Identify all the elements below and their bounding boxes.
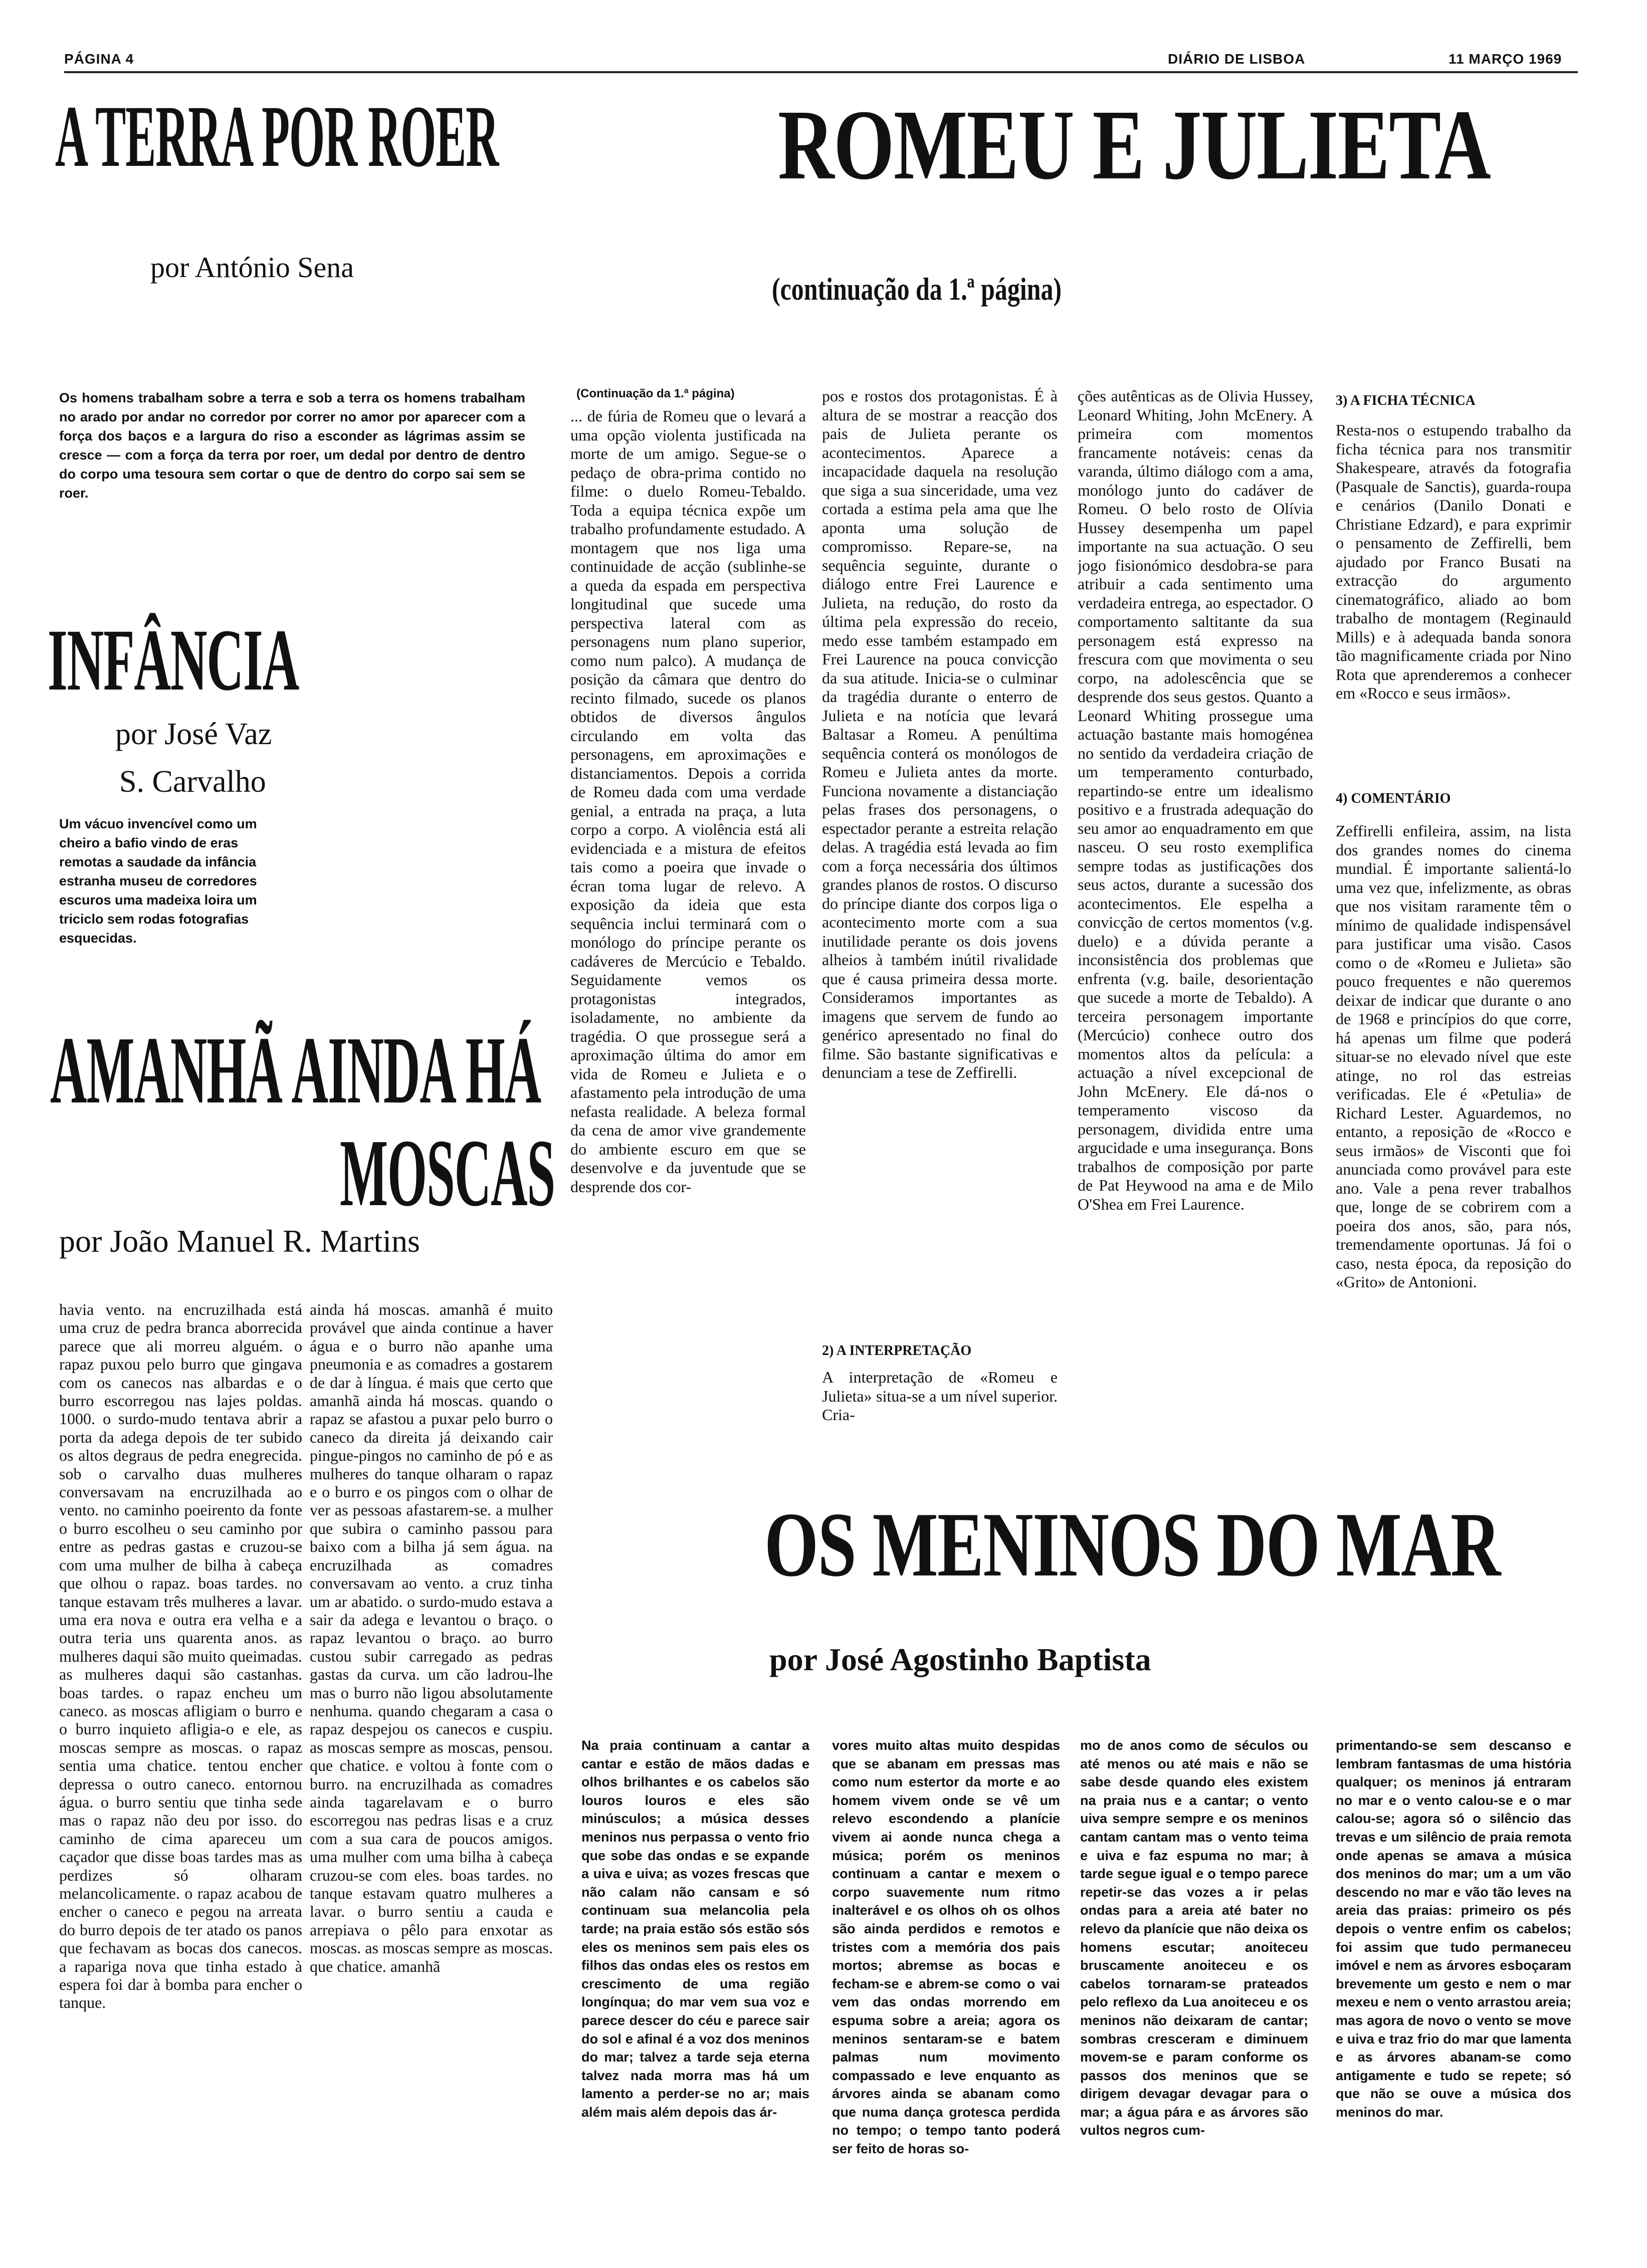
article-meninos-col4: primentando-se sem descanso e lembram fantasmas de uma história qualquer; os meninos já entraram no mar e o vento calou-se e o mar calou-se; agora só o silêncio das trevas e um silêncio de praia remota onde apenas se amava a música dos meninos do mar; um a um vão descendo no mar e vão tão leves na areia das praias: primeiro os pés depois o ventre enfim os cabelos; foi assim que tudo permaneceu imóvel e nem as árvores esboçaram brevemente um gesto e nem o mar mexeu e nem o vento arrastou areia; mas agora de novo o vento se move e uiva e traz frio do mar que lamenta e as árvores abanam-se como antigamente e tudo se repete; só que não se ouve a música dos meninos do mar.	[1336, 1738, 1571, 2120]
header-rule	[64, 71, 1578, 73]
article-infancia-body: Um vácuo invencível como um cheiro a bafio vindo de eras remotas a saudade da infância estranha museu de corredores escuros uma madeixa loira um triciclo sem rodas fotografias esquecidas.	[59, 816, 257, 946]
byline-infancia-2: S. Carvalho	[119, 765, 266, 799]
article-meninos-col3: mo de anos como de séculos ou até menos ou até mais e não se sabe desde quando eles existem na praia nus e a cantar; o vento uiva sempre sempre e os meninos cantam cantam mas o vento teima e uiva e faz espuma no mar; à tarde segue igual e o tempo parece repetir-se das vozes a ir pelas ondas para a areia até bater no relevo da planície que não deixa os homens escutar; anoiteceu bruscamente anoiteceu e os cabelos tornaram-se prateados pelo reflexo da Lua anoiteceu e os meninos não deixaram de cantar; sombras cresceram e diminuem movem-se e param conforme os passos dos meninos que se dirigem devagar devagar para o mar; a água pára e as árvores são vultos negros cum-	[1080, 1738, 1308, 2138]
byline-meninos: por José Agostinho Baptista	[769, 1642, 1151, 1677]
article-amanha-col2: ainda há moscas. amanhã é muito provável que ainda continue a haver água e o burro não apanhe uma pneumonia e as comadres a gostarem de dar à língua. é mais que certo que amanhã ainda há moscas. quando o rapaz se afastou a puxar pelo burro o caneco da direita já deixando cair pingue-pingos no caminho de pó e as mulheres do tanque olharam o rapaz e o burro e os pingos com o olhar de ver as pessoas afastarem-se. a mulher que subira o caminho passou para baixo com a bilha já sem água. na encruzilhada as comadres conversavam ao vento. a cruz tinha um ar abatido. o surdo-mudo estava a sair da adega e levantou o braço. o rapaz levantou o braço. ao burro custou subir carregado as pedras gastas da curva. um cão ladrou-lhe mas o burro não ligou absolutamente nenhuma. quando chegaram a casa o rapaz despejou os canecos e cuspiu. as moscas sempre as moscas, pensou. que chatice. e voltou à fonte com o burro. na encruzilhada as comadres ainda tagarelavam e o burro escorregou nas pedras lisas e a cruz com a sua cara de poucos amigos. uma mulher com uma bilha à cabeça cruzou-se com eles. boas tardes. no tanque estavam quatro mulheres a lavar. o burro sentiu a cauda e arrepiava o pêlo para enxotar as moscas. as moscas sempre as moscas. que chatice. amanhã	[310, 1300, 553, 1975]
section-ficha-tecnica: 3) A FICHA TÉCNICA	[1336, 393, 1476, 408]
issue-date: 11 MARÇO 1969	[1449, 51, 1562, 67]
article-romeu-col1: ... de fúria de Romeu que o levará a uma opção violenta justificada na morte de um amigo. Segue-se o pedaço de obra-prima contido no filme: o duelo Romeu-Tebaldo. Toda a equipa técnica expõe um trabalho profundamente estudado. A montagem que nos liga uma continuidade de acção (sublinhe-se a queda da espada em perspectiva longitudinal que sucede uma perspectiva lateral com as personagens num plano superior, como num palco). A mudança de posição da câmara que dentro do recinto filmado, sucede os planos obtidos de diversos ângulos circulando em volta das personagens, em aproximações e distanciamentos. Depois a corrida de Romeu dada com uma verdade genial, a entrada na praça, a luta corpo a corpo. A violência está ali evidenciada e a mistura de efeitos tais como a poeira que invade o écran toma lugar de relevo. A exposição da ideia que esta sequência inclui terminará com o monólogo do príncipe perante os cadáveres de Mercúcio e Tebaldo. Seguidamente vemos os protagonistas integrados, isoladamente, no ambiente da tragédia. O que prossegue será a aproximação última do amor em vida de Romeu e Julieta e o afastamento pela introdução de uma nefasta realidade. A beleza formal da cena de amor vive grandemente do ambiente escuro em que se desenvolve e da juventude que se desprende dos cor-	[570, 407, 806, 1196]
article-amanha-col1: havia vento. na encruzilhada está uma cruz de pedra branca aborrecida parece que ali morreu alguém. o rapaz puxou pelo burro que gingava com os canecos nas albardas e o burro escorregou nas lajes poldas. 1000. o surdo-mudo tentava abrir a porta da adega depois de ter subido os altos degraus de pedra enegrecida. sob o carvalho duas mulheres conversavam na encruzilhada ao vento. no caminho poeirento da fonte o burro escolheu o seu caminho por entre as pedras gastas e cruzou-se com uma mulher de bilha à cabeça que olhou o rapaz. boas tardes. no tanque estavam três mulheres a lavar. uma era nova e outra era velha e a outra teria uns quarenta anos. as mulheres daqui são muito queimadas. as mulheres daqui são castanhas. boas tardes. o rapaz encheu um caneco. as moscas afligiam o burro e o burro inquieto afligia-o e ele, as moscas sempre as moscas. o rapaz sentia uma chatice. tentou encher depressa o outro caneco. entornou água. o burro sentiu que tinha sede mas o rapaz não deu por isso. do caminho de cima apareceu um caçador que disse boas tardes mas as perdizes só olharam melancolicamente. o rapaz acabou de encher o caneco e pegou na arreata do burro depois de ter atado os panos que fechavam as bocas dos canecos. a rapariga nova que tinha estado à espera foi dar à bomba para encher o tanque.	[59, 1300, 302, 2012]
headline-infancia: INFÂNCIA	[48, 611, 299, 709]
article-terra-body: Os homens trabalham sobre a terra e sob a terra os homens trabalham no arado por andar no corredor por correr no amor por aparecer com a força dos baços e a largura do riso a esconder as lágrimas assim se cresce — com a força da terra por roer, um dedal por dentro de dentro do corpo uma tesoura sem cortar o que de dentro do corpo sai sem se roer.	[59, 390, 525, 501]
continuation-note: (Continuação da 1.ª página)	[576, 387, 735, 400]
section-comentario: 4) COMENTÁRIO	[1336, 791, 1451, 806]
headline-romeu: ROMEU E JULIETA	[778, 90, 1491, 200]
article-romeu-col4-part1: Resta-nos o estupendo trabalho da ficha técnica para nos transmitir Shakespeare, através da fotografia (Pasquale de Sanctis), guarda-roupa e cenários (Danilo Donati e Christiane Edzard), e para exprimir o pensamento de Zeffirelli, bem ajudado por Franco Busati na extracção do argumento cinematográfico, aliado ao bom trabalho de montagem (Reginauld Mills) e à adequada banda sonora tão magnificamente criada por Nino Rota que aprenderemos a conhecer em «Rocco e seus irmãos».	[1336, 421, 1571, 702]
byline-terra: por António Sena	[150, 251, 354, 284]
article-romeu-col3: ções autênticas as de Olivia Hussey, Leonard Whiting, John McEnery. A primeira com momentos francamente notáveis: cenas da varanda, último diálogo com a ama, monólogo junto do cadáver de Romeu. O belo rosto de Olívia Hussey desempenha um papel importante na sua actuação. O seu jogo fisionómico desdobra-se para atribuir a cada sentimento uma verdadeira entrega, ao espectador. O comportamento saltitante da sua personagem está expresso na frescura com que movimenta o seu corpo, na adolescência que se desprende dos seus gestos. Quanto a Leonard Whiting prossegue uma actuação bastante mais homogénea no sentido da verdadeira criação de um temperamento conturbado, repartindo-se entre um idealismo positivo e a frustrada adequação do seu amor ao enquadramento em que nasceu. O seu rosto exemplifica sempre todas as justificações dos seus actos, durante a sucessão dos acontecimentos. Ele espelha a convicção de certos momentos (v.g. duelo) e a dúvida perante a inconsistência dos problemas que enfrenta (v.g. baile, desorientação que sucede a morte de Tebaldo). A terceira personagem importante (Mercúcio) conhece outro dos momentos altos da película: a actuação a nível excepcional de John McEnery. Ele dá-nos o temperamento viscoso da personagem, dividida entre uma argucidade e uma insegurança. Bons trabalhos de composição por parte de Pat Heywood na ama e de Milo O'Shea em Frei Laurence.	[1078, 387, 1313, 1213]
byline-infancia-1: por José Vaz	[115, 717, 272, 751]
headline-meninos: OS MENINOS DO MAR	[764, 1493, 1500, 1596]
article-romeu-col2: pos e rostos dos protagonistas. É à altura de se mostrar a reacção dos pais de Julieta perante os acontecimentos. Aparece a incapacidade daquela na resolução que siga a sua sinceridade, uma vez cortada a estima pela ama que lhe aponta uma solução de compromisso. Repare-se, na sequência seguinte, durante o diálogo entre Frei Laurence e Julieta, na redução, do rosto da última pela expressão do receio, medo esse também estampado em Frei Laurence na pouca convicção da sua atitude. Inicia-se o culminar da tragédia durante o enterro de Julieta e na notícia que levará Baltasar a Romeu. A penúltima sequência conterá os monólogos de Romeu e Julieta antes da morte. Funciona novamente a distanciação pelas frases dos personagens, o espectador perante a estreita relação delas. A tragédia está levada ao fim com a força necessária dos últimos grandes planos de rostos. O discurso do príncipe diante dos corpos liga o acontecimento morte com a sua inutilidade perante os dois jovens alheios à também inútil rivalidade que é causa primeira dessa morte. Consideramos importantes as imagens que servem de fundo ao genérico apresentado no final do filme. São bastante significativas e denunciam a tese de Zeffirelli.	[822, 387, 1058, 1081]
byline-amanha: por João Manuel R. Martins	[59, 1223, 420, 1259]
article-romeu-col4-part2: Zeffirelli enfileira, assim, na lista dos grandes nomes do cinema mundial. É importante salientá-lo uma vez que, infelizmente, as obras que nos visitam raramente têm o mínimo de qualidade indispensável para justificar uma visão. Casos como o de «Romeu e Julieta» são pouco frequentes e não queremos deixar de indicar que durante o ano de 1968 e princípios do que corre, há apenas um filme que poderá situar-se no elevado nível que este atinge, no rol das estreias verificadas. Ele é «Petulia» de Richard Lester. Aguardemos, no entanto, a reposição de «Rocco e seus irmãos» de Visconti que foi anunciada como provável para este ano. Vale a pena rever trabalhos que, longe de se cobrirem com a poeira dos anos, são, para nós, tremendamente oportunas. Já foi o caso, nesta época, da reposição do «Grito» de Antonioni.	[1336, 822, 1571, 1291]
page-number: PÁGINA 4	[64, 51, 134, 67]
article-meninos-col1: Na praia continuam a cantar a cantar e estão de mãos dadas e olhos brilhantes e os cabelos são louros louros e eles são minúsculos; a música desses meninos nus perpassa o vento frio que sobe das ondas e se expande a uiva e uiva; as vozes frescas que não calam não cansam e só continuam sua melancolia pela tarde; na praia estão sós estão sós eles os meninos sem pais eles os filhos das ondas eles os restos em crescimento de uma região longínqua; do mar vem sua voz e parece descer do céu e parece sair do sol e afinal é a voz dos meninos do mar; talvez a tarde seja eterna talvez nada morra mas há um lamento a perder-se no ar; mais além mais além depois das ár-	[581, 1738, 809, 2120]
headline-amanha-1: AMANHÃ AINDA HÁ	[50, 1017, 541, 1123]
headline-amanha-2: MOSCAS	[340, 1119, 555, 1226]
article-romeu-col2-after: A interpretação de «Romeu e Julieta» situa-se a um nível superior. Cria-	[822, 1368, 1058, 1424]
article-meninos-col2: vores muito altas muito despidas que se abanam em pressas mas como num estertor da morte e ao homem vivem onde se vê um relevo escondendo a planície vivem ai aonde nunca chega a música; porém os meninos continuam a cantar e mexem o corpo suavemente num ritmo inalterável e os olhos oh os olhos são ainda perdidos e remotos e tristes com a memória dos pais mortos; abremse as bocas e fecham-se e abrem-se como o vai vem das ondas morrendo em espuma sobre a areia; agora os meninos sentaram-se e batem palmas num movimento compassado e leve enquanto as árvores ainda se abanam como que numa dança grotesca perdida no tempo; o tempo tanto poderá ser feito de horas so-	[832, 1738, 1060, 2157]
subtitle-romeu: (continuação da 1.ª página)	[772, 271, 1062, 307]
headline-terra: A TERRA POR ROER	[55, 88, 499, 185]
newspaper-name: DIÁRIO DE LISBOA	[1168, 51, 1306, 67]
section-interpretacao: 2) A INTERPRETAÇÃO	[822, 1343, 972, 1358]
